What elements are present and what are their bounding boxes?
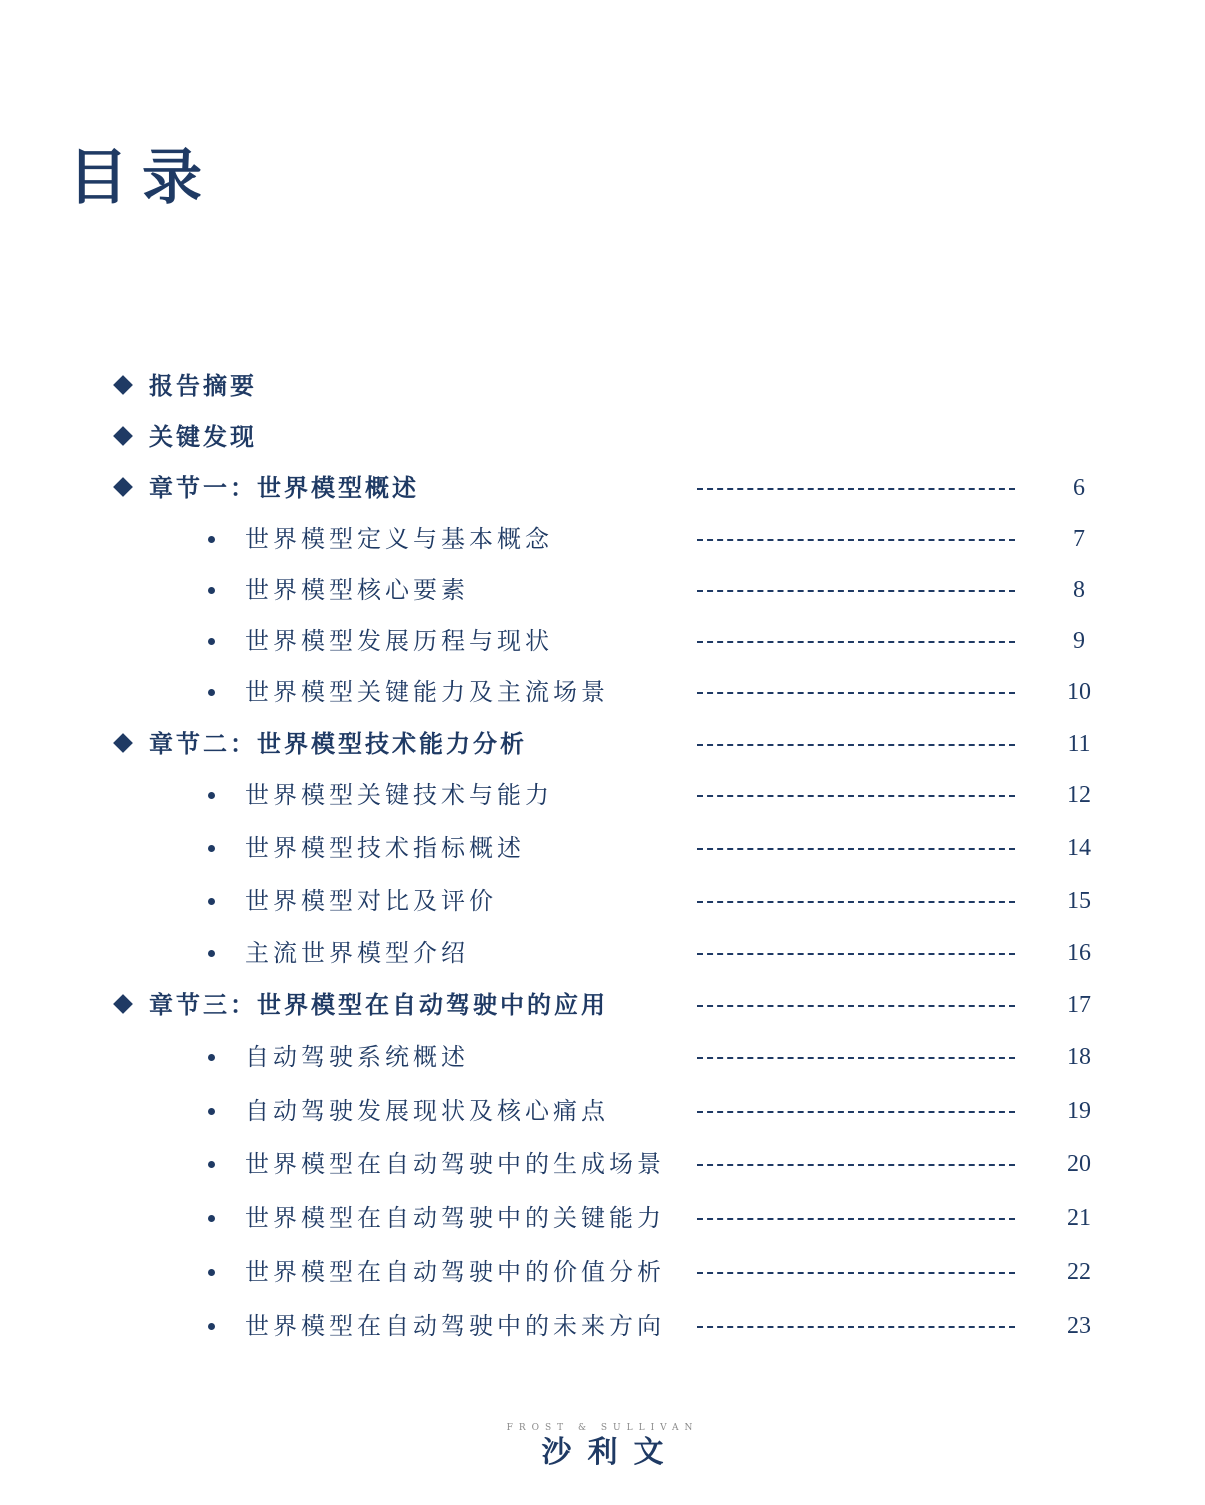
toc-entry-sub[interactable] [0, 675, 1205, 709]
dotted-leader [697, 641, 1015, 643]
logo-chinese-text: 沙利文 [541, 1435, 680, 1470]
dot-bullet-icon [208, 1054, 215, 1061]
toc-page-number: 21 [1067, 1205, 1091, 1231]
toc-label: 世界模型在自动驾驶中的未来方向 [245, 1312, 665, 1340]
toc-label: 世界模型关键能力及主流场景 [245, 678, 609, 706]
toc-entry-sub[interactable] [0, 1147, 1205, 1181]
toc-entry-sub[interactable] [0, 936, 1205, 970]
toc-page-number: 18 [1067, 1044, 1091, 1070]
toc-page-number: 7 [1073, 526, 1085, 552]
toc-label: 世界模型对比及评价 [245, 887, 497, 915]
toc-entry-sub[interactable] [0, 778, 1205, 812]
dotted-leader [697, 692, 1015, 694]
toc-entry-sub[interactable] [0, 1094, 1205, 1128]
toc-label: 世界模型核心要素 [245, 576, 469, 604]
toc-label: 章节二：世界模型技术能力分析 [149, 729, 527, 758]
toc-page-number: 6 [1073, 475, 1085, 501]
toc-label: 自动驾驶发展现状及核心痛点 [245, 1097, 609, 1125]
toc-page-number: 23 [1067, 1313, 1091, 1339]
toc-label: 报告摘要 [149, 371, 257, 400]
diamond-bullet-icon [113, 477, 133, 497]
dot-bullet-icon [208, 792, 215, 799]
toc-entry-sub[interactable] [0, 831, 1205, 865]
toc-label: 世界模型在自动驾驶中的关键能力 [245, 1204, 665, 1232]
dotted-leader [697, 1005, 1015, 1007]
toc-label: 世界模型在自动驾驶中的价值分析 [245, 1258, 665, 1286]
diamond-bullet-icon [113, 375, 133, 395]
toc-page-number: 12 [1067, 782, 1091, 808]
dotted-leader [697, 795, 1015, 797]
toc-page-number: 17 [1067, 992, 1091, 1018]
dot-bullet-icon [208, 689, 215, 696]
toc-page-number: 9 [1073, 628, 1085, 654]
diamond-bullet-icon [113, 426, 133, 446]
toc-entry-chapter-1[interactable] [0, 471, 1205, 505]
toc-label: 世界模型关键技术与能力 [245, 781, 553, 809]
toc-label: 世界模型技术指标概述 [245, 834, 525, 862]
dotted-leader [697, 901, 1015, 903]
dot-bullet-icon [208, 1161, 215, 1168]
logo-english-text: FROST & SULLIVAN [506, 1423, 699, 1433]
toc-page-number: 14 [1067, 835, 1091, 861]
toc-label: 世界模型定义与基本概念 [245, 525, 553, 553]
toc-page-number: 8 [1073, 577, 1085, 603]
diamond-bullet-icon [113, 733, 133, 753]
toc-page-number: 20 [1067, 1151, 1091, 1177]
toc-entry-sub[interactable] [0, 1040, 1205, 1074]
dotted-leader [697, 744, 1015, 746]
dotted-leader [697, 590, 1015, 592]
dotted-leader [697, 1164, 1015, 1166]
dot-bullet-icon [208, 845, 215, 852]
dot-bullet-icon [208, 638, 215, 645]
toc-entry-sub[interactable] [0, 1255, 1205, 1289]
dotted-leader [697, 488, 1015, 490]
toc-entry-sub[interactable] [0, 573, 1205, 607]
toc-label: 自动驾驶系统概述 [245, 1043, 469, 1071]
dotted-leader [697, 1272, 1015, 1274]
toc-entry-summary[interactable] [0, 369, 1205, 403]
dot-bullet-icon [208, 1108, 215, 1115]
toc-entry-sub[interactable] [0, 522, 1205, 556]
toc-entry-sub[interactable] [0, 884, 1205, 918]
dotted-leader [697, 953, 1015, 955]
toc-entry-sub[interactable] [0, 1201, 1205, 1235]
toc-label: 章节三：世界模型在自动驾驶中的应用 [149, 990, 608, 1019]
toc-page-number: 19 [1067, 1098, 1091, 1124]
toc-label: 主流世界模型介绍 [245, 939, 469, 967]
toc-label: 世界模型在自动驾驶中的生成场景 [245, 1150, 665, 1178]
dot-bullet-icon [208, 1269, 215, 1276]
toc-entry-sub[interactable] [0, 1309, 1205, 1343]
dotted-leader [697, 539, 1015, 541]
dot-bullet-icon [208, 898, 215, 905]
toc-label: 世界模型发展历程与现状 [245, 627, 553, 655]
dot-bullet-icon [208, 950, 215, 957]
toc-entry-chapter-3[interactable] [0, 988, 1205, 1022]
company-logo [0, 1422, 1205, 1472]
toc-label: 关键发现 [149, 422, 257, 451]
dot-bullet-icon [208, 1323, 215, 1330]
toc-entry-sub[interactable] [0, 624, 1205, 658]
diamond-bullet-icon [113, 994, 133, 1014]
toc-label: 章节一：世界模型概述 [149, 473, 419, 502]
toc-page-number: 22 [1067, 1259, 1091, 1285]
dotted-leader [697, 1326, 1015, 1328]
toc-page-number: 15 [1067, 888, 1091, 914]
toc-entry-chapter-2[interactable] [0, 727, 1205, 761]
dotted-leader [697, 1218, 1015, 1220]
dotted-leader [697, 1111, 1015, 1113]
dot-bullet-icon [208, 1215, 215, 1222]
toc-entry-key-findings[interactable] [0, 420, 1205, 454]
dot-bullet-icon [208, 587, 215, 594]
dotted-leader [697, 848, 1015, 850]
dot-bullet-icon [208, 536, 215, 543]
page-title: 目录 [68, 143, 216, 213]
toc-page-number: 11 [1067, 731, 1091, 757]
toc-page-number: 10 [1067, 679, 1091, 705]
toc-page-number: 16 [1067, 940, 1091, 966]
dotted-leader [697, 1057, 1015, 1059]
